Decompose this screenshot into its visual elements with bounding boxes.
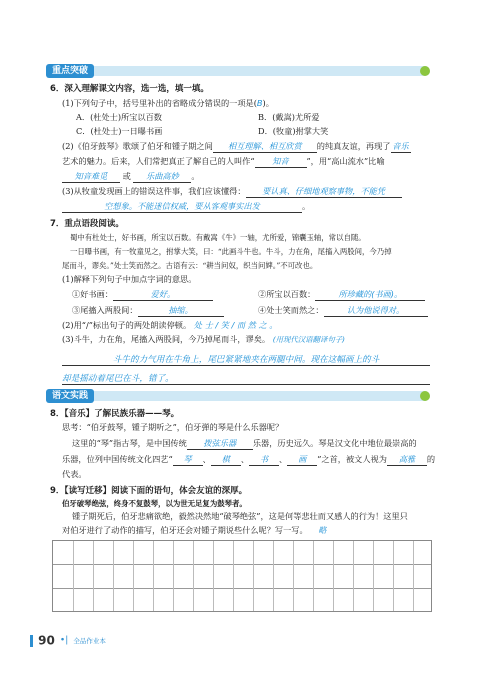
- grid-row-line: [53, 564, 431, 565]
- passage-line-2: 一日曝书画，有一牧童见之，拊掌大笑，曰：“此画斗牛也。牛斗，力在角，尾搐入两股间，今乃掉: [70, 247, 392, 256]
- book-title: 全品作业本: [73, 637, 106, 645]
- option-d: D．(牧童)拊掌大笑: [258, 126, 329, 136]
- q9-para-line2: 对伯牙进行了动作的描写，伯牙还会对锺子期说些什么呢？写一写。 略: [62, 525, 327, 535]
- q8-line3: 代表。: [62, 469, 87, 479]
- page-footer: [30, 630, 106, 649]
- q6-part2-line1: (2)《伯牙鼓琴》歌颂了伯牙和锺子期之间 相互理解、相互欣赏 的纯真友谊，再现了 音乐: [62, 141, 409, 151]
- q6-part3-line2: 空想象。不能迷信权威，要从客观事实出发 。: [62, 201, 310, 213]
- q6-part2-line2: 艺术的魅力。后来，人们常把真正了解自己的人叫作“ 知音 ”，用“高山流水”比喻: [62, 156, 385, 166]
- passage-line-3: 尾而斗，谬矣。”处士笑而然之。古语有云：“耕当问奴，织当问婢。”不可改也。: [62, 261, 318, 270]
- option-a: A．(杜处士)所宝以百数: [76, 112, 162, 122]
- grid-col-line: [313, 541, 314, 611]
- footer-divider: •|: [59, 635, 69, 646]
- option-c: C．(杜处士)一日曝书画: [76, 126, 163, 136]
- grid-row-line: [53, 588, 431, 589]
- q8-line2: 乐器，位列中国传统文化四艺“ 琴 、 棋 、 书 、 画 ”之首，被文人视为 高雅 的: [62, 454, 436, 464]
- grid-col-line: [233, 541, 234, 611]
- q7-item4: ④处士笑而然之： 认为他说得对。: [258, 305, 428, 317]
- section-dot-icon: [420, 66, 430, 76]
- question-7-heading: 7．重点语段阅读。: [50, 219, 124, 229]
- grid-col-line: [113, 541, 114, 611]
- footer-accent-bar: [30, 635, 33, 647]
- passage-line-1: 蜀中有杜处士，好书画，所宝以百数。有戴嵩《牛》一轴，尤所爱，锦囊玉轴，常以自随。: [70, 233, 366, 242]
- grid-col-line: [213, 541, 214, 611]
- grid-col-line: [413, 541, 414, 611]
- question-9-heading: 9．【读写迁移】阅读下面的语句，体会友谊的深厚。: [50, 486, 248, 496]
- q7-sub3: (3)斗牛，力在角，尾搐入两股间，今乃掉尾而斗，谬矣。 (用现代汉语翻译句子): [62, 334, 346, 344]
- grid-col-line: [293, 541, 294, 611]
- section-title: 重点突破: [46, 64, 94, 78]
- option-b: B．(戴嵩)尤所爱: [258, 112, 320, 122]
- q6-part3-line1: (3)从牧童发现画上的错误这件事，我们应该懂得： 要认真、仔细地观察事物，不能凭: [62, 186, 402, 198]
- grid-col-line: [373, 541, 374, 611]
- section-title: 语文实践: [46, 389, 94, 403]
- q7-item2: ②所宝以百数： 所珍藏的(书画)。: [258, 289, 425, 301]
- q7-answer-line1: 斗牛的力气用在牛角上，尾巴紧紧地夹在两腿中间。现在这幅画上的斗: [62, 353, 430, 366]
- grid-col-line: [393, 541, 394, 611]
- question-6-heading: 6．深入理解课文内容，选一选，填一填。: [50, 84, 209, 94]
- q7-answer-line2: 却是摇动着尾巴在斗，错了。: [62, 372, 430, 385]
- section-bar-key-points: [50, 66, 430, 76]
- section-bar-practice: [50, 391, 430, 401]
- q8-think: 思考：“伯牙鼓琴，锺子期听之”，伯牙弹的琴是什么乐器呢？: [62, 422, 284, 432]
- grid-col-line: [273, 541, 274, 611]
- q6-part1: (1)下列句子中，括号里补出的省略成分错误的一项是(B)。: [62, 98, 274, 108]
- question-8-heading: 8．【音乐】了解民族乐器——琴。: [50, 409, 180, 419]
- writing-grid[interactable]: [52, 540, 432, 612]
- grid-col-line: [153, 541, 154, 611]
- q9-answer: 略: [318, 525, 327, 535]
- q7-sub1: (1)解释下列句子中加点字词的意思。: [62, 274, 197, 284]
- q7-item1: ①好书画： 爱好。: [72, 289, 213, 301]
- q6-part2-line3: 知音难觅 或 乐曲高妙 。: [62, 171, 200, 183]
- grid-col-line: [193, 541, 194, 611]
- grid-col-line: [133, 541, 134, 611]
- q7-sub2: (2)用“/”标出句子的两处朗读停顿。 处 士 / 笑 / 而 然 之 。: [62, 320, 278, 330]
- q7-item3: ③尾搐入两股间： 抽缩。: [72, 305, 224, 317]
- grid-col-line: [173, 541, 174, 611]
- section-dot-icon: [420, 391, 430, 401]
- grid-col-line: [333, 541, 334, 611]
- q9-para-line1: 锺子期死后，伯牙悲痛欲绝，毅然决然地“破琴绝弦”，这是何等悲壮而又感人的行为！这里只: [72, 511, 408, 521]
- page-number: 90: [38, 633, 55, 648]
- grid-col-line: [73, 541, 74, 611]
- q8-line1: 这里的“琴”指古琴，是中国传统 拨弦乐器 乐器，历史远久。琴是汉文化中地位最崇高的: [72, 438, 417, 448]
- q9-quote: 伯牙破琴绝弦，终身不复鼓琴，以为世无足复为鼓琴者。: [62, 499, 247, 508]
- grid-col-line: [93, 541, 94, 611]
- grid-col-line: [353, 541, 354, 611]
- grid-col-line: [253, 541, 254, 611]
